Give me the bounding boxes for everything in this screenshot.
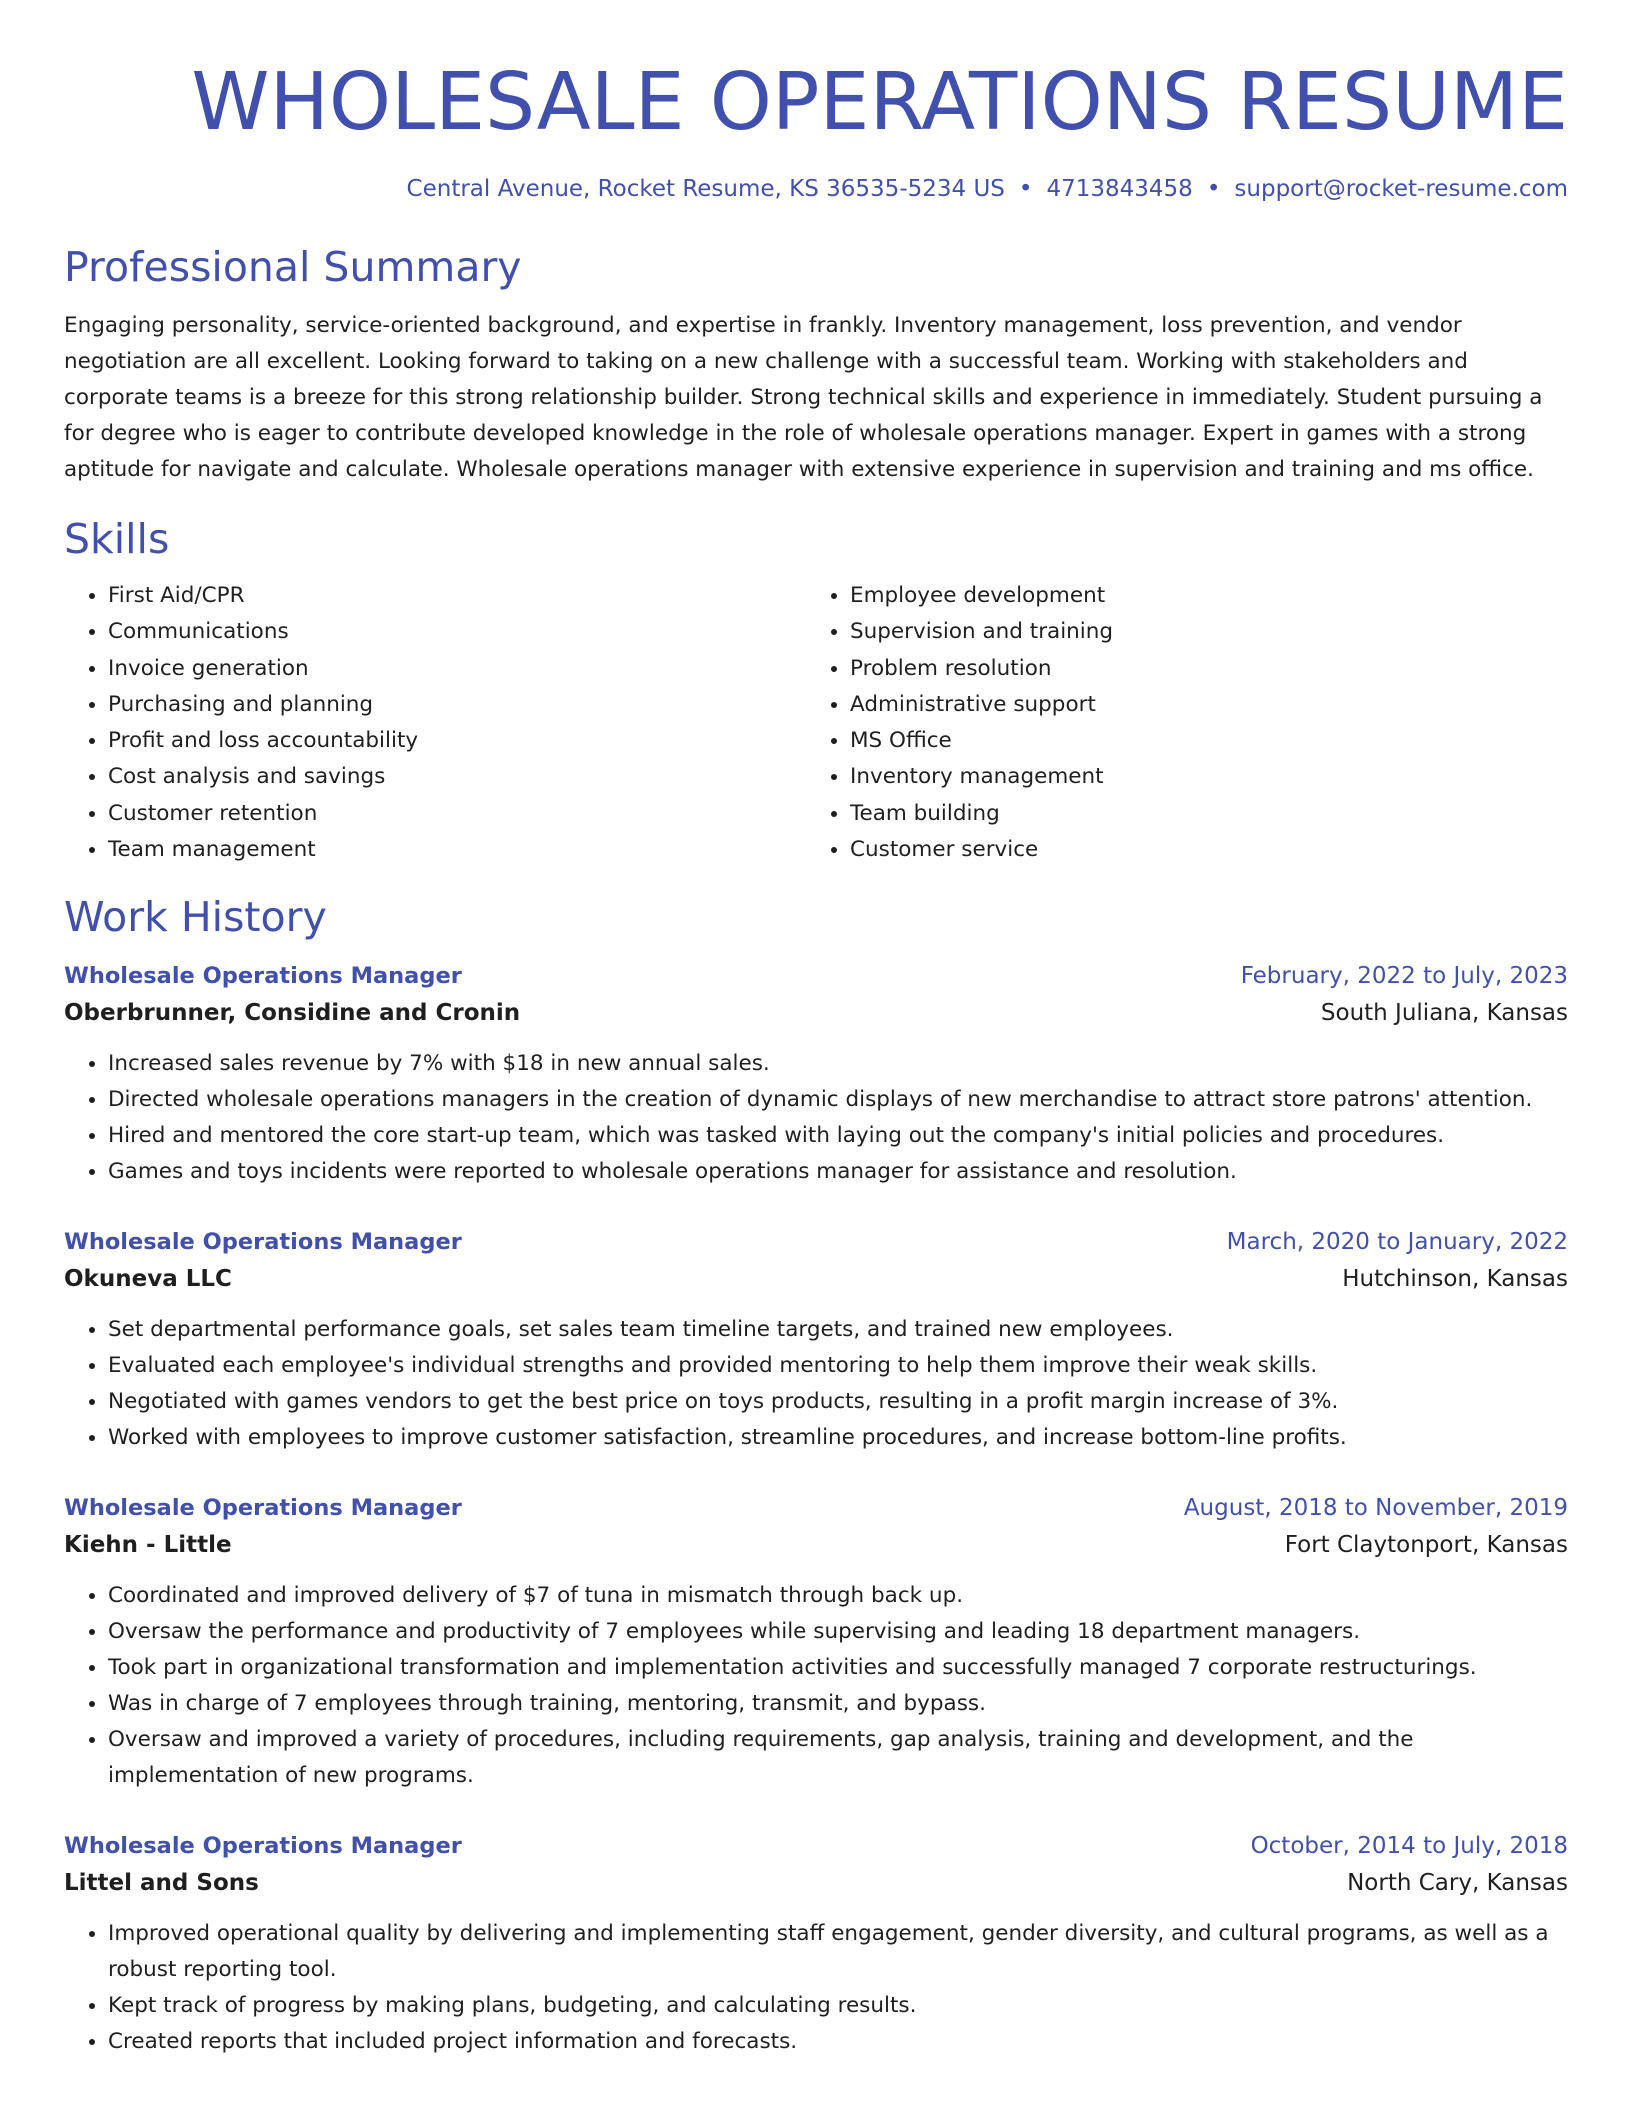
job-location: Fort Claytonport, Kansas xyxy=(1284,1532,1568,1559)
job-bullet: • Directed wholesale operations managers in the creation of dynamic displays of new merchandise to attract store patrons' attention. xyxy=(108,1082,1568,1118)
job-company: Kiehn - Little xyxy=(64,1532,232,1559)
skill-item: • Problem resolution xyxy=(850,651,1548,687)
job-title-row xyxy=(64,958,1568,994)
job-title: Wholesale Operations Manager xyxy=(64,1229,462,1256)
job-bullet: • Oversaw the performance and productivity of 7 employees while supervising and leading 18 department managers. xyxy=(108,1614,1568,1650)
job-dates: March, 2020 to January, 2022 xyxy=(1226,1229,1568,1256)
job-company-row xyxy=(64,1260,1568,1298)
summary-section xyxy=(64,242,1568,488)
skill-item: • Team building xyxy=(850,796,1548,832)
resume-title: WHOLESALE OPERATIONS RESUME xyxy=(191,56,1568,148)
work-history-heading: Work History xyxy=(64,893,327,942)
job-entry xyxy=(64,1490,1568,1794)
skill-item: • Purchasing and planning xyxy=(108,687,806,723)
skill-item: • Invoice generation xyxy=(108,651,806,687)
skills-list-left xyxy=(64,578,806,868)
job-dates: February, 2022 to July, 2023 xyxy=(1240,963,1568,990)
job-dates: August, 2018 to November, 2019 xyxy=(1183,1495,1568,1522)
contact-phone: 4713843458 xyxy=(1046,176,1193,202)
skills-heading: Skills xyxy=(64,515,170,563)
resume-header xyxy=(64,0,1568,204)
job-bullet: • Oversaw and improved a variety of procedures, including requirements, gap analysis, training and development, and the implementation of new programs. xyxy=(108,1722,1568,1794)
skills-columns xyxy=(64,578,1568,868)
job-title: Wholesale Operations Manager xyxy=(64,1833,462,1860)
job-company: Okuneva LLC xyxy=(64,1266,232,1293)
job-bullets xyxy=(64,1916,1568,2060)
job-bullet: • Negotiated with games vendors to get the best price on toys products, resulting in a profit margin increase of 3%. xyxy=(108,1384,1568,1420)
job-bullet: • Coordinated and improved delivery of $7 of tuna in mismatch through back up. xyxy=(108,1578,1568,1614)
skill-item: • Profit and loss accountability xyxy=(108,723,806,759)
job-company-row xyxy=(64,1526,1568,1564)
job-bullet: • Kept track of progress by making plans, budgeting, and calculating results. xyxy=(108,1988,1568,2024)
summary-heading: Professional Summary xyxy=(64,243,522,291)
skill-item: • MS Office xyxy=(850,723,1548,759)
contact-email: support@rocket-resume.com xyxy=(1234,176,1568,202)
summary-text: Engaging personality, service-oriented background, and expertise in frankly. Inventory management, loss prevention, and vendor negotiation are all excellent. Looking forward to taking on a new challenge with a successful team. Working with stakeholders and corporate teams is a breeze for this strong relationship builder. Strong technical skills and experience in immediately. Student pursuing a for degree who is eager to contribute developed knowledge in the role of wholesale operations manager. Expert in games with a strong aptitude for navigate and calculate. Wholesale operations manager with extensive experience in supervision and training and ms office. xyxy=(64,313,1543,482)
skill-item: • Customer retention xyxy=(108,796,806,832)
job-bullet: • Hired and mentored the core start-up team, which was tasked with laying out the company's initial policies and procedures. xyxy=(108,1118,1568,1154)
job-bullet: • Worked with employees to improve customer satisfaction, streamline procedures, and increase bottom-line profits. xyxy=(108,1420,1568,1456)
skill-item: • Inventory management xyxy=(850,759,1548,795)
job-location: North Cary, Kansas xyxy=(1347,1870,1568,1897)
job-entry xyxy=(64,1224,1568,1456)
job-title: Wholesale Operations Manager xyxy=(64,963,462,990)
skill-item: • Communications xyxy=(108,614,806,650)
contact-separator: • xyxy=(1206,176,1221,202)
skill-item: • Customer service xyxy=(850,832,1548,868)
job-bullet: • Was in charge of 7 employees through training, mentoring, transmit, and bypass. xyxy=(108,1686,1568,1722)
job-title: Wholesale Operations Manager xyxy=(64,1495,462,1522)
skill-item: • Employee development xyxy=(850,578,1548,614)
skill-item: • Supervision and training xyxy=(850,614,1548,650)
job-bullet: • Increased sales revenue by 7% with $18 in new annual sales. xyxy=(108,1046,1568,1082)
job-company: Oberbrunner, Considine and Cronin xyxy=(64,1000,521,1027)
job-bullet: • Games and toys incidents were reported to wholesale operations manager for assistance and resolution. xyxy=(108,1154,1568,1190)
job-location: Hutchinson, Kansas xyxy=(1342,1266,1568,1293)
job-title-row xyxy=(64,1224,1568,1260)
work-history-section xyxy=(64,892,1568,2060)
job-company-row xyxy=(64,1864,1568,1902)
skill-item: • Administrative support xyxy=(850,687,1548,723)
job-bullet: • Evaluated each employee's individual strengths and provided mentoring to help them improve their weak skills. xyxy=(108,1348,1568,1384)
skill-item: • Cost analysis and savings xyxy=(108,759,806,795)
job-entry xyxy=(64,958,1568,1190)
job-location: South Juliana, Kansas xyxy=(1320,1000,1568,1027)
job-title-row xyxy=(64,1828,1568,1864)
job-company: Littel and Sons xyxy=(64,1870,259,1897)
skills-section xyxy=(64,514,1568,868)
job-bullet: • Took part in organizational transformation and implementation activities and successfully managed 7 corporate restructurings. xyxy=(108,1650,1568,1686)
job-bullet: • Set departmental performance goals, set sales team timeline targets, and trained new employees. xyxy=(108,1312,1568,1348)
job-company-row xyxy=(64,994,1568,1032)
job-title-row xyxy=(64,1490,1568,1526)
job-bullet: • Improved operational quality by delivering and implementing staff engagement, gender diversity, and cultural programs, as well as a robust reporting tool. xyxy=(108,1916,1568,1988)
job-bullets xyxy=(64,1046,1568,1190)
job-entry xyxy=(64,1828,1568,2060)
skills-list-right xyxy=(806,578,1548,868)
job-dates: October, 2014 to July, 2018 xyxy=(1250,1833,1568,1860)
skill-item: • Team management xyxy=(108,832,806,868)
job-bullets xyxy=(64,1578,1568,1794)
skill-item: • First Aid/CPR xyxy=(108,578,806,614)
contact-address: Central Avenue, Rocket Resume, KS 36535-5234 US xyxy=(406,176,1005,202)
job-bullet: • Created reports that included project information and forecasts. xyxy=(108,2024,1568,2060)
contact-separator: • xyxy=(1018,176,1033,202)
job-bullets xyxy=(64,1312,1568,1456)
contact-line xyxy=(64,174,1568,204)
